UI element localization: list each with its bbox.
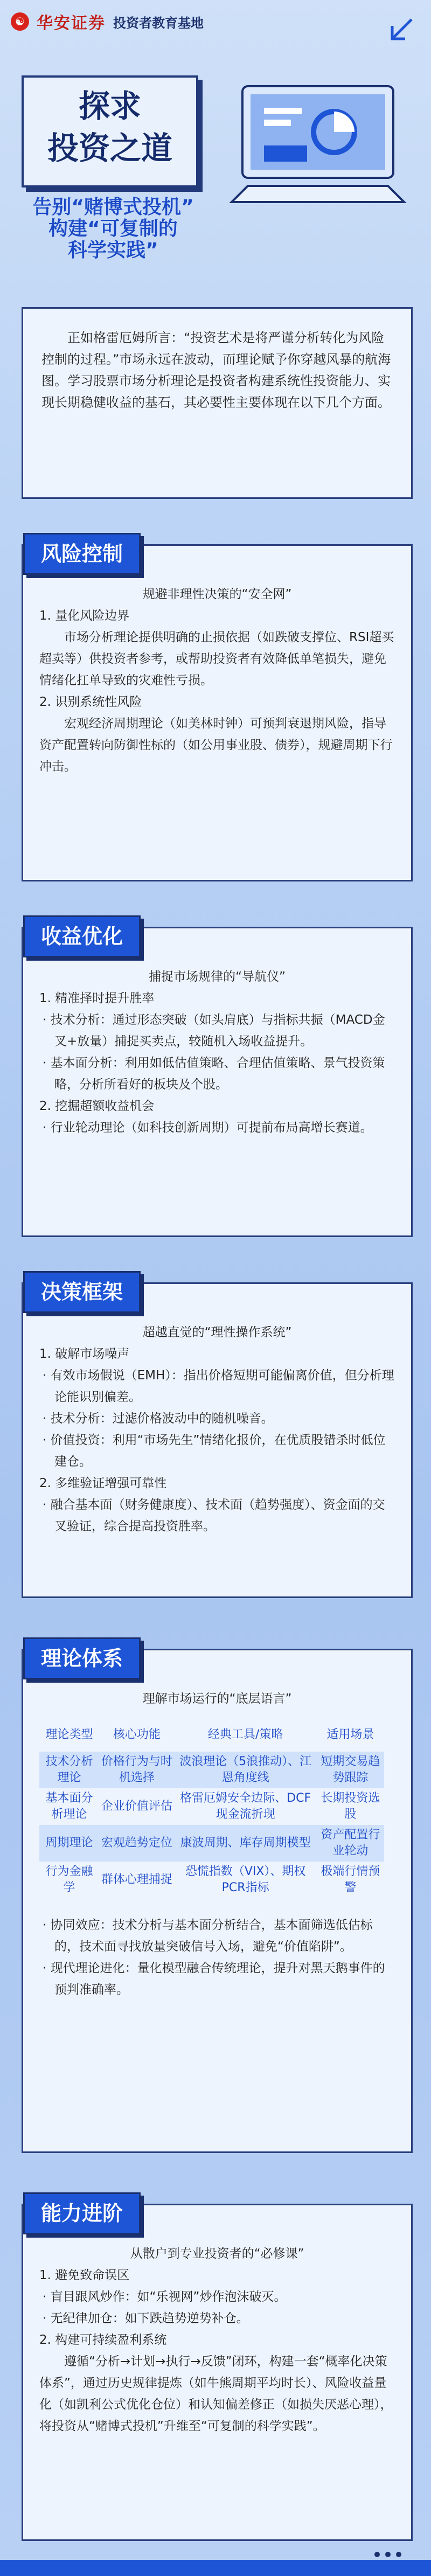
bottom-decoration-icon: [0, 2544, 431, 2576]
section-title-theory: 理论体系: [23, 1637, 141, 1679]
bullet: · 行业轮动理论（如科技创新周期）可提前布局高增长赛道。: [43, 1121, 373, 1135]
table-row: [39, 1788, 384, 1825]
bullet: · 现代理论进化：量化模型融合传统理论，提升对黑天鹅事件的预判准确率。: [43, 1961, 385, 1997]
table-cell: 短期交易趋势跟踪: [317, 1752, 384, 1788]
section-ability-advance: [22, 2204, 413, 2541]
bullet: · 融合基本面（财务健康度）、技术面（趋势强度）、资金面的交叉验证，综合提高投资胜率。: [43, 1498, 385, 1533]
arrow-icon: [388, 16, 415, 43]
table-cell: 价格行为与时机选择: [99, 1752, 174, 1788]
table-header-cell: 核心功能: [113, 1728, 161, 1741]
intro-text: 正如格雷厄姆所言：“投资艺术是将严谨分析转化为风险控制的过程。”市场永远在波动，而理论赋予你穿越风暴的航海图。学习股票市场分析理论是投资者构建系统性投资能力、实现长期稳健收益的基石，其必要性主要体现在以下几个方面。: [41, 330, 391, 410]
monitor-illustration-icon: [226, 81, 409, 205]
paragraph: 市场分析理论提供明确的止损依据（如跌破支撑位、RSI超买超卖等）供投资者参考，或帮助投资者有效降低单笔损失，避免情绪化扛单导致的灾难性亏损。: [39, 630, 394, 688]
hero-tagline-2: 构建“可复制的: [48, 218, 178, 240]
section-body-theory: [39, 1688, 395, 2001]
table-cell: 周期理论: [39, 1825, 99, 1862]
table-cell: 行为金融学: [45, 1865, 93, 1894]
bullet: · 盲目跟风炒作：如“乐视网”炒作泡沫破灭。: [43, 2290, 287, 2304]
table-row: [39, 1862, 384, 1898]
point: 2. 挖掘超额收益机会: [39, 1099, 155, 1113]
table-cell: 基本面分析理论: [45, 1792, 93, 1821]
bullet: · 有效市场假说（EMH）：指出价格短期可能偏离价值，但分析理论能识别偏差。: [43, 1369, 394, 1404]
table-cell: 格雷厄姆安全边际、DCF现金流折现: [180, 1792, 311, 1821]
hero-title: [24, 85, 196, 169]
section-head: 超越直觉的“理性操作系统”: [142, 1325, 292, 1339]
bullet: · 技术分析：通过形态突破（如头肩底）与指标共振（MACD金叉+放量）捕捉买卖点，较随机入场收益提升。: [43, 1013, 385, 1049]
section-head: 规避非理性决策的“安全网”: [142, 587, 292, 601]
section-decision-framework: [22, 1282, 413, 1598]
paragraph: 宏观经济周期理论（如美林时钟）可预判衰退期风险，指导资产配置转向防御性标的（如公用事业股、债券），规避周期下行冲击。: [39, 717, 393, 774]
table-cell: 群体心理捕捉: [101, 1873, 172, 1886]
paragraph: 遵循“分析→计划→执行→反馈”闭环，构建一套“概率化决策体系”，通过历史规律提炼（如牛熊周期平均时长）、风险收益量化（如凯利公式优化仓位）和认知偏差修正（如损失厌恶心理），将投资从“赌博式投机”升维至“可复制的科学实践”。: [39, 2355, 393, 2433]
hero: [0, 65, 431, 291]
brand-header: [11, 10, 204, 33]
table-cell: 长期投资选股: [321, 1792, 380, 1821]
table-cell: 宏观趋势定位: [99, 1825, 174, 1862]
table-cell: 康波周期、库存周期模型: [175, 1825, 317, 1862]
point: 1. 破解市场噪声: [39, 1347, 130, 1361]
section-return-optimization: [22, 927, 413, 1237]
brand-subtitle: 投资者教育基地: [113, 15, 204, 31]
point: 1. 量化风险边界: [39, 609, 130, 623]
section-head: 从散户到专业投资者的“必修课”: [130, 2247, 304, 2261]
brand-name: 华安证券: [37, 14, 106, 33]
bullet: · 技术分析：过滤价格波动中的随机噪音。: [43, 1412, 274, 1426]
section-risk-control: [22, 544, 413, 881]
table-header-cell: 适用场景: [326, 1728, 374, 1741]
table-cell: 波浪理论（5浪推动）、江恩角度线: [175, 1752, 317, 1788]
table-header-cell: 经典工具/策略: [207, 1728, 283, 1741]
section-head: 理解市场运行的“底层语言”: [142, 1692, 292, 1706]
theory-table: [39, 1718, 384, 1898]
point: 2. 识别系统性风险: [39, 695, 142, 709]
table-cell: 恐慌指数（VIX）、期权PCR指标: [185, 1865, 306, 1894]
table-header-row: [39, 1718, 384, 1752]
hero-title-line1: 探求: [78, 88, 141, 124]
table-cell: 资产配置行业轮动: [317, 1825, 384, 1862]
brand-logo-icon: ☯: [11, 12, 29, 31]
section-body-return: [39, 966, 395, 1138]
bullet: · 基本面分析：利用如低估值策略、合理估值策略、景气投资策略，分析所看好的板块及个股。: [43, 1056, 385, 1092]
table-row: [39, 1825, 384, 1862]
section-body-decision: [39, 1322, 395, 1537]
section-title-decision: 决策框架: [23, 1271, 141, 1313]
section-body-risk: [39, 584, 395, 777]
section-theory-system: [22, 1649, 413, 2153]
hero-tagline-3: 科学实践”: [68, 239, 158, 261]
bullet: · 协同效应：技术分析与基本面分析结合，基本面筛选低估标的，技术面寻找放量突破信号入场，避免“价值陷阱”。: [43, 1918, 373, 1954]
table-header-cell: 理论类型: [45, 1728, 93, 1741]
section-head: 捕捉市场规律的“导航仪”: [149, 970, 286, 984]
point: 2. 构建可持续盈利系统: [39, 2333, 167, 2347]
hero-title-line2: 投资之道: [47, 130, 172, 166]
point: 2. 多维验证增强可靠性: [39, 1476, 167, 1490]
point: 1. 避免致命误区: [39, 2268, 130, 2282]
intro-panel: [22, 307, 413, 499]
bullet: · 无纪律加仓：如下跌趋势逆势补仓。: [43, 2311, 249, 2325]
table-cell: 技术分析理论: [39, 1752, 99, 1788]
section-title-ability: 能力进阶: [23, 2192, 141, 2234]
section-title-risk: 风险控制: [23, 533, 141, 575]
table-cell: 极端行情预警: [321, 1865, 380, 1894]
bullet: · 价值投资：利用“市场先生”情绪化报价，在优质股错杀时低位建仓。: [43, 1433, 386, 1469]
hero-title-box: [22, 75, 198, 188]
point: 1. 精准择时提升胜率: [39, 991, 155, 1005]
table-cell: 企业价值评估: [101, 1800, 172, 1813]
section-body-ability: [39, 2243, 395, 2437]
table-row: [39, 1752, 384, 1788]
section-title-return: 收益优化: [23, 915, 141, 957]
hero-tagline: [11, 197, 215, 261]
hero-tagline-1: 告别“赌博式投机”: [32, 196, 194, 218]
